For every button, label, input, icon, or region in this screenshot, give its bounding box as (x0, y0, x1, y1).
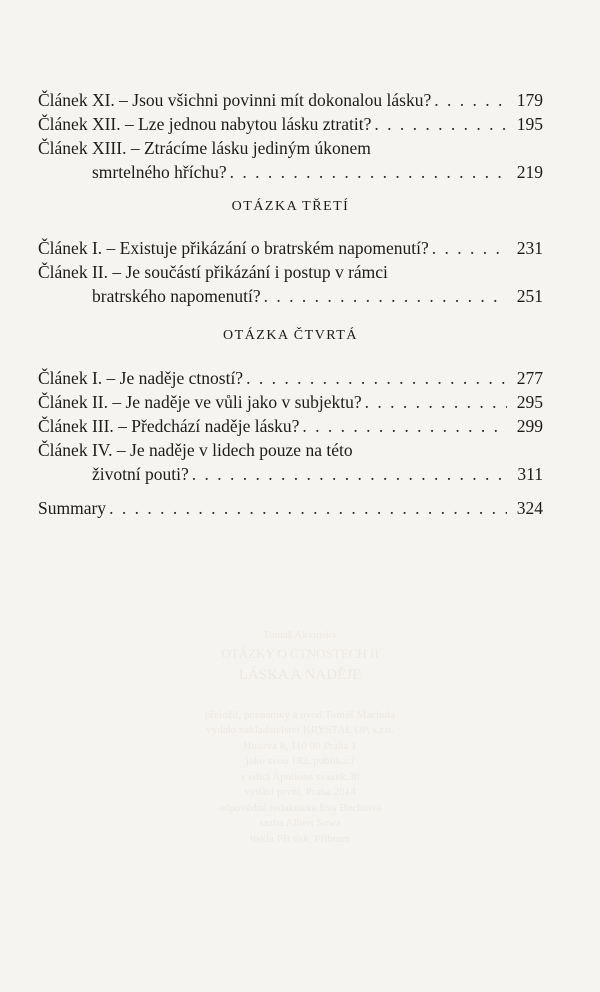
imprint-line: přeložil, poznámky a úvod Tomáš Machula (204, 708, 396, 721)
toc-entry-page: 277 (516, 368, 543, 388)
section-heading: OTÁZKA ČTVRTÁ (223, 328, 358, 343)
toc-entry (38, 366, 543, 390)
toc-entry-label: Článek XII. – Lze jednou nabytou lásku ztratit? (38, 114, 372, 134)
imprint-line: vydalo nakladatelství KRYSTAL OP, s.r.o. (206, 724, 394, 736)
toc-entry (38, 390, 543, 414)
toc-entry (38, 260, 543, 284)
toc-entry-label: Článek I. – Existuje přikázání o bratrském napomenutí? (38, 238, 429, 258)
toc-entry (38, 414, 543, 438)
toc-entry-page: 324 (516, 498, 543, 518)
toc-entry (38, 236, 543, 260)
toc-entry-label: Článek XIII. – Ztrácíme lásku jediným úkonem (38, 138, 371, 158)
leader-dots (192, 462, 507, 486)
imprint-title: OTÁZKY O CTNOSTECH II (221, 645, 379, 661)
toc-section (38, 88, 543, 184)
imprint-subtitle: LÁSKA A NADĚJE (238, 666, 362, 683)
toc-entry-page: 311 (517, 464, 543, 484)
toc-entry-page: 195 (516, 114, 543, 134)
toc-entry-label-continued: životní pouti? (92, 464, 189, 484)
toc-entry-continuation (38, 462, 543, 486)
toc-entry-label: Článek XI. – Jsou všichni povinni mít dokonalou lásku? (38, 90, 432, 110)
toc-entry-label: Článek II. – Je naděje ve vůli jako v subjektu? (38, 392, 362, 412)
toc-entry-page: 299 (516, 416, 543, 436)
toc-entry-summary (38, 496, 543, 520)
toc-entry (38, 88, 543, 112)
imprint-line: tiskla PB tisk, Příbram (250, 832, 350, 845)
toc-entry-label: Článek IV. – Je naděje v lidech pouze na této (38, 440, 353, 460)
leader-dots (365, 390, 507, 414)
toc-entry-page: 295 (516, 392, 543, 412)
imprint-line: odpovědná redaktorka Eva Buchtová (218, 801, 382, 814)
leader-dots (434, 88, 507, 112)
toc-entry-continuation (38, 284, 543, 308)
section-heading: OTÁZKA TŘETÍ (231, 199, 350, 214)
imprint-line: v edici Apoliona svazek 30 (240, 770, 360, 783)
toc-entry-label: Summary (38, 498, 107, 518)
toc-entry (38, 438, 543, 462)
toc-entry-label: Článek I. – Je naděje ctností? (38, 368, 244, 388)
toc-entry-label: Článek III. – Předchází naděje lásku? (38, 416, 300, 436)
toc-section (38, 496, 543, 520)
toc-entry-page: 251 (516, 286, 543, 306)
imprint-line: Husova 8, 110 00 Praha 1 (243, 739, 357, 752)
imprint-line: vydání první, Praha 2014 (244, 786, 356, 798)
leader-dots (109, 496, 507, 520)
imprint-line: sazba Albert Sowa (259, 817, 341, 829)
leader-dots (432, 236, 507, 260)
toc-entry-label-continued: smrtelného hříchu? (92, 162, 227, 182)
toc-entry (38, 136, 543, 160)
toc-entry-page: 219 (516, 162, 543, 182)
leader-dots (264, 284, 507, 308)
toc-entry-page: 179 (516, 90, 543, 110)
toc-entry-label: Článek II. – Je součástí přikázání i postup v rámci (38, 262, 388, 282)
leader-dots (246, 366, 507, 390)
faded-imprint (130, 628, 470, 847)
imprint-author: Tomáš Akvinský (262, 629, 338, 641)
leader-dots (230, 160, 507, 184)
toc-entry-page: 231 (516, 238, 543, 258)
toc-section (38, 236, 543, 308)
leader-dots (374, 112, 507, 136)
toc-entry-continuation (38, 160, 543, 184)
toc-entry (38, 112, 543, 136)
imprint-line: jako svou 182. publikaci (245, 755, 355, 767)
leader-dots (302, 414, 507, 438)
toc-section (38, 366, 543, 486)
toc-entry-label-continued: bratrského napomenutí? (92, 286, 261, 306)
